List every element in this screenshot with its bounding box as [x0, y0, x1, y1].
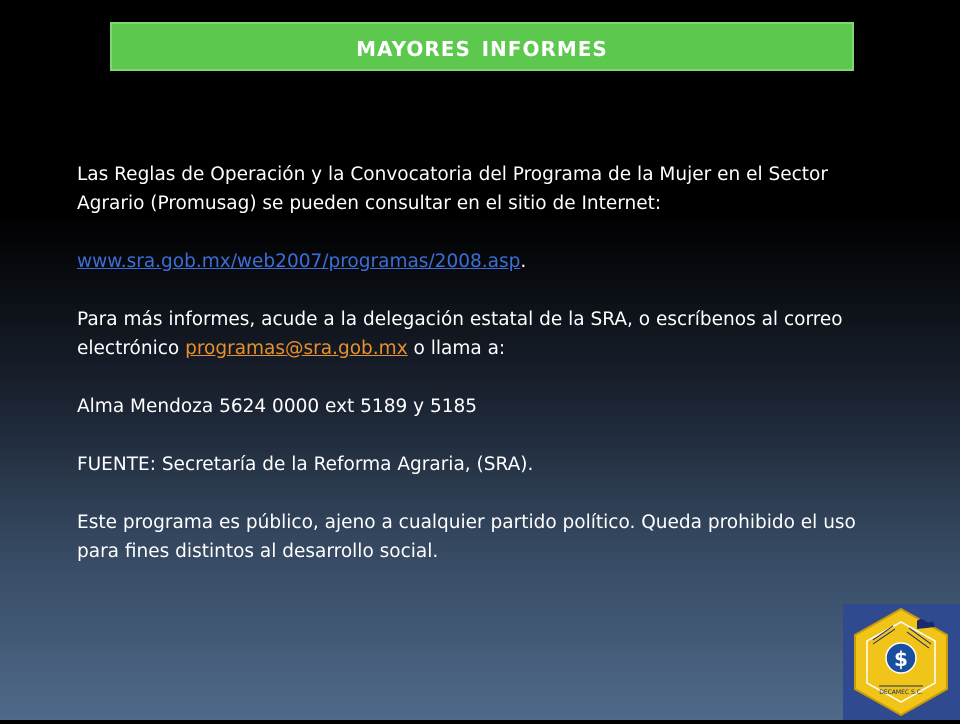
intro-paragraph: Las Reglas de Operación y la Convocatoria del Programa de la Mujer en el Sector Agrario (Promusag) se pueden consultar en el sitio de Internet:	[77, 164, 828, 214]
website-link-suffix: .	[520, 251, 527, 272]
contact-prefix: Para más informes, acude a la delegación estatal de la SRA, o escríbenos al correo electrónico	[77, 309, 843, 359]
source-note: FUENTE: Secretaría de la Reforma Agraria, (SRA).	[77, 454, 534, 475]
dollar-symbol: $	[894, 647, 908, 671]
logo-name: DECAMEC S.C.	[879, 689, 923, 696]
website-line	[77, 247, 877, 276]
title-banner	[110, 22, 854, 71]
contact-suffix: o llama a:	[407, 338, 506, 359]
slide-body	[77, 160, 877, 595]
contact-paragraph	[77, 305, 877, 363]
disclaimer: Este programa es público, ajeno a cualquier partido político. Queda prohibido el uso para fines distintos al desarrollo social.	[77, 512, 856, 562]
email-link[interactable]: programas@sra.gob.mx	[185, 338, 408, 359]
contact-person: Alma Mendoza 5624 0000 ext 5189 y 5185	[77, 396, 478, 417]
slide-title: mayores informes	[356, 30, 608, 63]
website-link[interactable]: www.sra.gob.mx/web2007/programas/2008.asp	[77, 251, 521, 272]
decamec-logo	[843, 604, 960, 720]
decamec-logo-icon	[843, 604, 960, 720]
